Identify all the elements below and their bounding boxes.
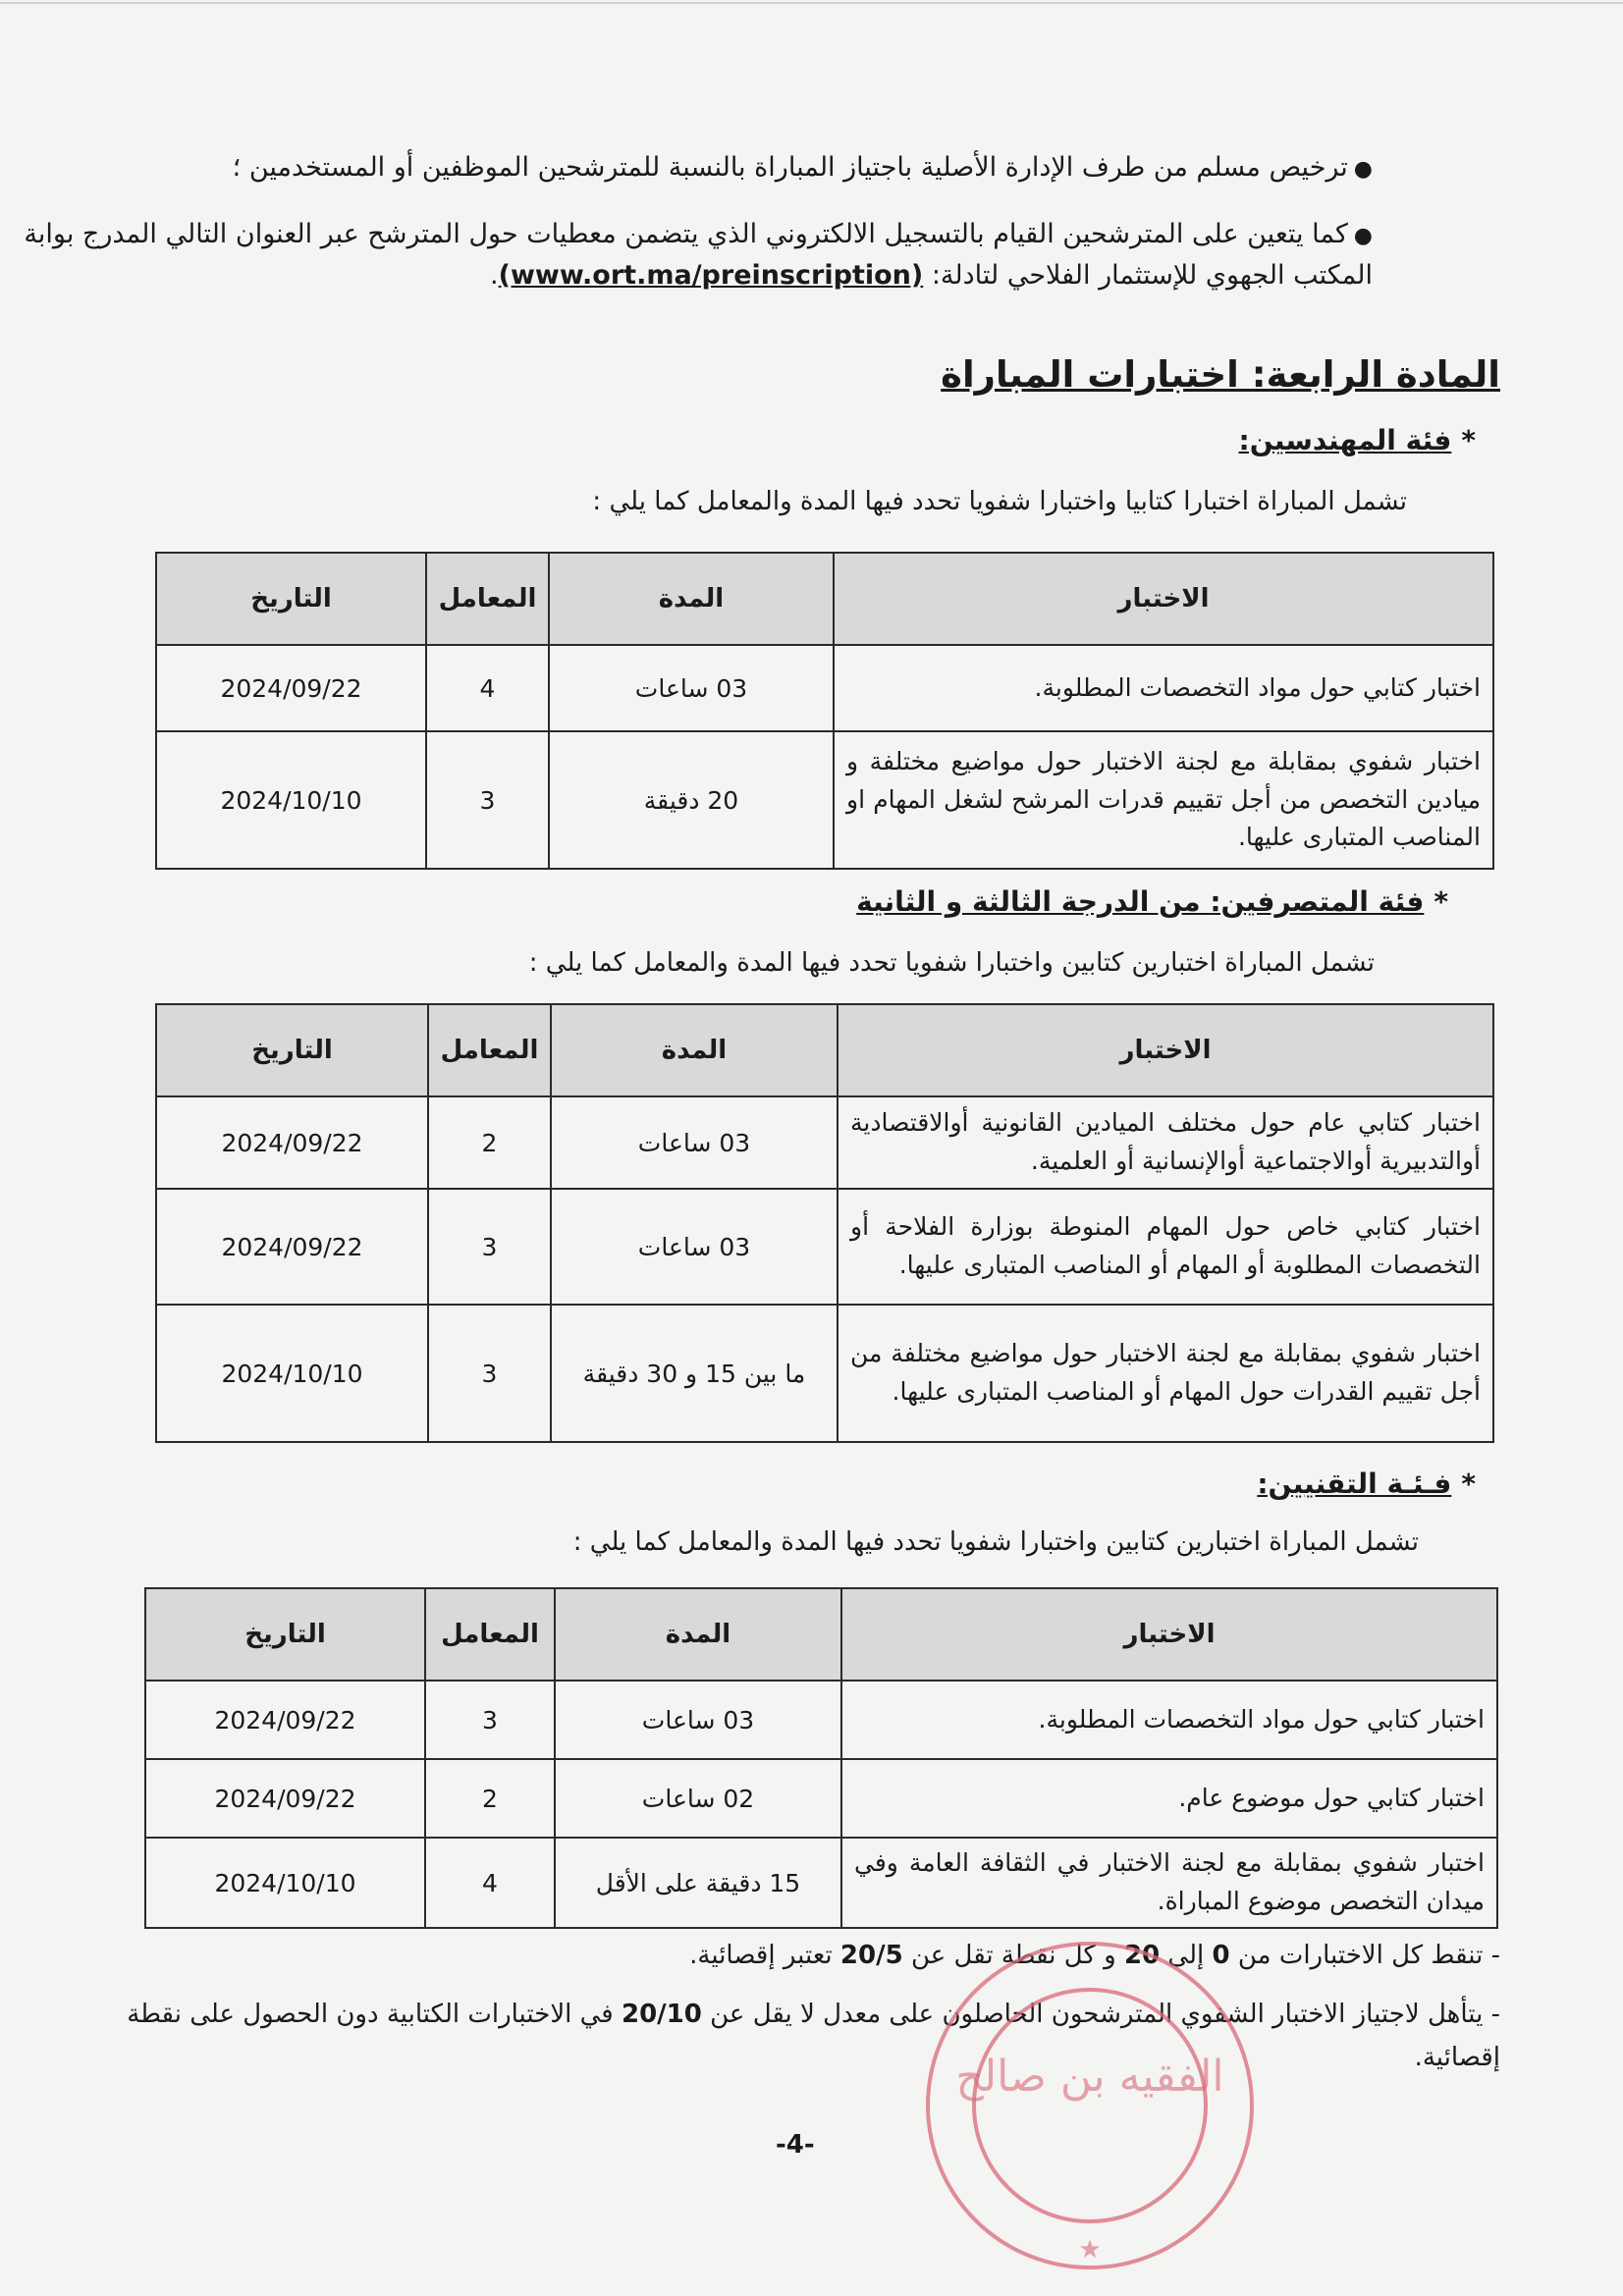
cell-date: 2024/09/22 <box>156 1096 428 1189</box>
cell-test: اختبار كتابي عام حول مختلف الميادين القانونية أوالاقتصادية أوالتدبيرية أوالاجتماعية أوالإنسانية أو العلمية. <box>838 1096 1493 1189</box>
cell-duration: 03 ساعات <box>555 1681 841 1759</box>
cell-test: اختبار شفوي بمقابلة مع لجنة الاختبار في الثقافة العامة وفي ميدان التخصص موضوع المباراة. <box>841 1838 1497 1928</box>
header-date: التاريخ <box>156 553 426 645</box>
table-row <box>156 645 1493 731</box>
header-test: الاختبار <box>834 553 1493 645</box>
cell-coef: 2 <box>425 1759 555 1838</box>
cell-coef: 4 <box>426 645 549 731</box>
top-rule <box>0 2 1623 4</box>
cell-date: 2024/09/22 <box>145 1681 425 1759</box>
header-duration: المدة <box>555 1588 841 1681</box>
cell-date: 2024/10/10 <box>145 1838 425 1928</box>
cell-coef: 3 <box>425 1681 555 1759</box>
cell-coef: 2 <box>428 1096 551 1189</box>
section-administrators-title: *فئة المتصرفين: من الدرجة الثالثة و الثانية <box>856 885 1448 918</box>
table-header-row <box>156 1004 1493 1096</box>
administrators-exam-table <box>155 1003 1494 1443</box>
bullet-dot-icon: ● <box>1353 224 1373 248</box>
bullet-registration: ●كما يتعين على المترشحين القيام بالتسجيل الالكتروني الذي يتضمن معطيات حول المترشح عبر العنوان التالي المدرج بوابة المكتب الجهوي للإستثمار الفلاحي لتادلة: (www.ort.ma/preinscription). <box>24 219 1373 291</box>
table-row <box>156 1096 1493 1189</box>
table-header-row <box>156 553 1493 645</box>
table-row <box>156 1189 1493 1305</box>
header-test: الاختبار <box>841 1588 1497 1681</box>
cell-duration: ما بين 15 و 30 دقيقة <box>551 1305 838 1442</box>
cell-test: اختبار شفوي بمقابلة مع لجنة الاختبار حول مواضيع مختلفة و ميادين التخصص من أجل تقييم قدرات المرشح لشغل المهام او المناصب المتبارى عليها. <box>834 731 1493 869</box>
bullet-authorization: ●ترخيص مسلم من طرف الإدارة الأصلية باجتياز المباراة بالنسبة للمترشحين الموظفين أو المستخدمين ؛ <box>232 152 1373 183</box>
cell-date: 2024/10/10 <box>156 731 426 869</box>
cell-duration: 03 ساعات <box>549 645 834 731</box>
bullet-dot-icon: ● <box>1353 157 1373 182</box>
cell-date: 2024/09/22 <box>145 1759 425 1838</box>
section-technicians-intro: تشمل المباراة اختبارين كتابين واختبارا شفويا تحدد فيها المدة والمعامل كما يلي : <box>572 1527 1419 1557</box>
section-administrators-intro: تشمل المباراة اختبارين كتابين واختبارا شفويا تحدد فيها المدة والمعامل كما يلي : <box>528 948 1375 978</box>
stamp-text: الفقيه بن صالح <box>955 2052 1224 2102</box>
engineers-exam-table <box>155 552 1494 870</box>
cell-coef: 3 <box>428 1189 551 1305</box>
header-coef: المعامل <box>425 1588 555 1681</box>
cell-duration: 03 ساعات <box>551 1189 838 1305</box>
cell-test: اختبار كتابي حول مواد التخصصات المطلوبة. <box>834 645 1493 731</box>
official-stamp <box>913 1929 1267 2282</box>
table-row <box>145 1759 1497 1838</box>
cell-coef: 4 <box>425 1838 555 1928</box>
cell-duration: 15 دقيقة على الأقل <box>555 1838 841 1928</box>
section-engineers-title: *فئة المهندسين: <box>1238 424 1476 456</box>
header-date: التاريخ <box>156 1004 428 1096</box>
cell-test: اختبار كتابي حول موضوع عام. <box>841 1759 1497 1838</box>
cell-test: اختبار كتابي خاص حول المهام المنوطة بوزارة الفلاحة أو التخصصات المطلوبة أو المهام أو المناصب المتبارى عليها. <box>838 1189 1493 1305</box>
cell-coef: 3 <box>426 731 549 869</box>
note-oral-eligibility: - يتأهل لاجتياز الاختبار الشفوي المترشحون الحاصلون على معدل لا يقل عن 20/10 في الاختبارات الكتابية دون الحصول على نقطة إقصائية. <box>127 2000 1500 2073</box>
table-row <box>156 1305 1493 1442</box>
table-row <box>156 731 1493 869</box>
article-title: المادة الرابعة: اختبارات المباراة <box>941 353 1500 396</box>
header-date: التاريخ <box>145 1588 425 1681</box>
header-coef: المعامل <box>426 553 549 645</box>
cell-coef: 3 <box>428 1305 551 1442</box>
stamp-star-icon: ★ <box>1078 2235 1102 2265</box>
section-technicians-title: *فـئـة التقنيين: <box>1257 1468 1476 1500</box>
header-test: الاختبار <box>838 1004 1493 1096</box>
cell-date: 2024/09/22 <box>156 645 426 731</box>
cell-test: اختبار شفوي بمقابلة مع لجنة الاختبار حول مواضيع مختلفة من أجل تقييم القدرات حول المهام أو المناصب المتبارى عليها. <box>838 1305 1493 1442</box>
table-row <box>145 1838 1497 1928</box>
page-number: -4- <box>776 2130 815 2160</box>
technicians-exam-table <box>144 1587 1498 1929</box>
note-scoring: - تنقط كل الاختبارات من 0 إلى 20 و كل نقطة تقل عن 20/5 تعتبر إقصائية. <box>689 1941 1500 1970</box>
table-header-row <box>145 1588 1497 1681</box>
header-coef: المعامل <box>428 1004 551 1096</box>
header-duration: المدة <box>551 1004 838 1096</box>
cell-duration: 20 دقيقة <box>549 731 834 869</box>
cell-date: 2024/09/22 <box>156 1189 428 1305</box>
cell-duration: 02 ساعات <box>555 1759 841 1838</box>
cell-date: 2024/10/10 <box>156 1305 428 1442</box>
cell-duration: 03 ساعات <box>551 1096 838 1189</box>
section-engineers-intro: تشمل المباراة اختبارا كتابيا واختبارا شفويا تحدد فيها المدة والمعامل كما يلي : <box>592 487 1407 516</box>
header-duration: المدة <box>549 553 834 645</box>
cell-test: اختبار كتابي حول مواد التخصصات المطلوبة. <box>841 1681 1497 1759</box>
table-row <box>145 1681 1497 1759</box>
registration-link[interactable]: (www.ort.ma/preinscription) <box>498 259 924 291</box>
